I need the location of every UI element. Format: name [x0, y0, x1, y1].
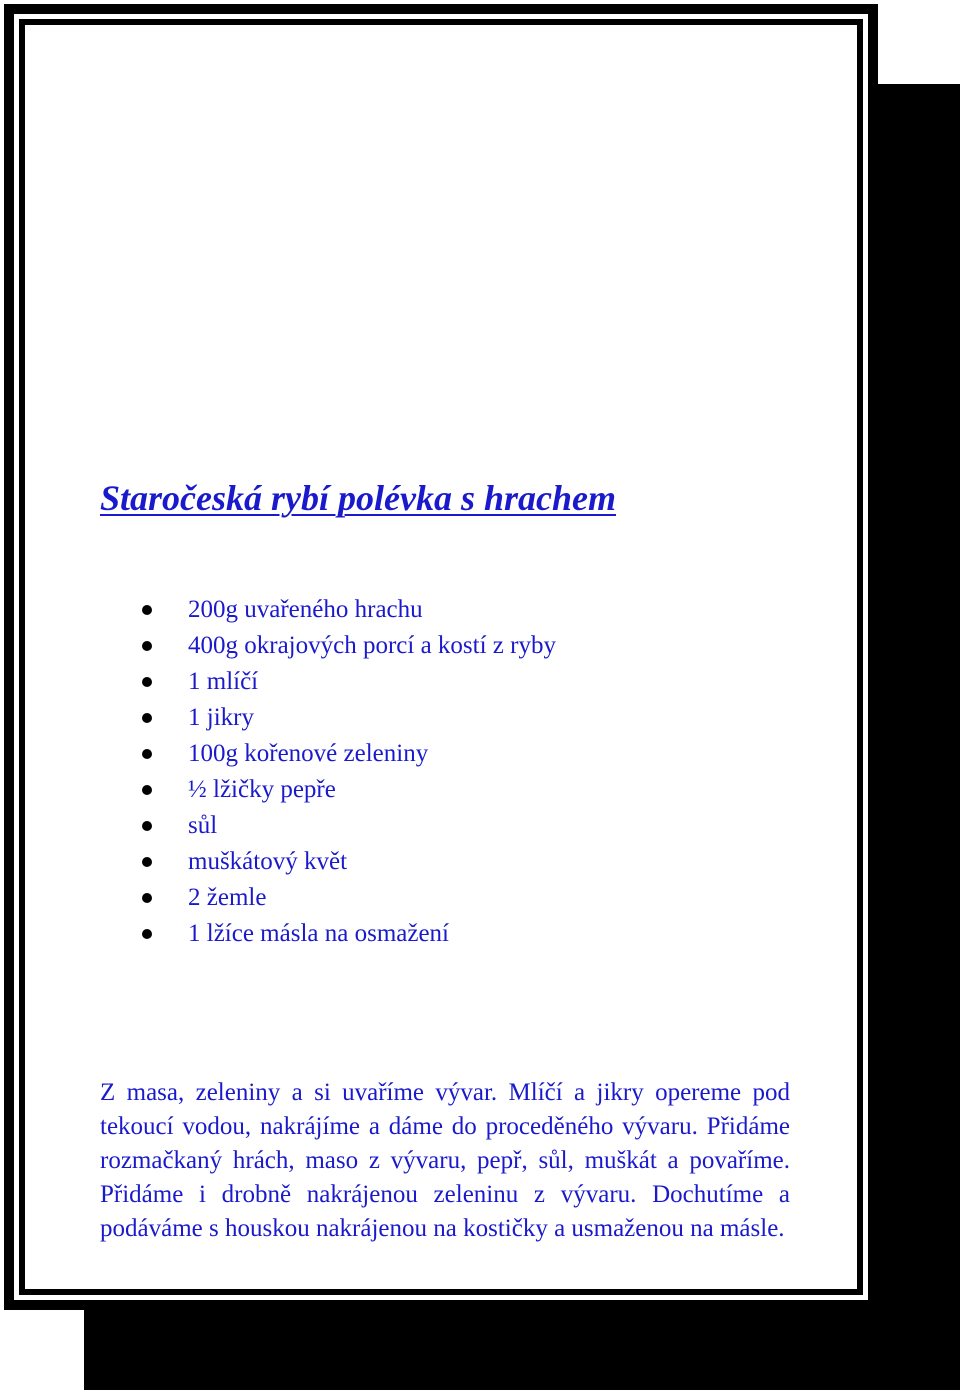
bullet-icon [142, 605, 152, 615]
ingredient-item [142, 628, 556, 664]
ingredient-item [142, 916, 556, 952]
bullet-icon [142, 857, 152, 867]
bullet-icon [142, 677, 152, 687]
ingredient-item [142, 736, 556, 772]
ingredient-text: 1 mlíčí [188, 668, 259, 695]
ingredient-text: muškátový květ [188, 848, 348, 875]
ingredient-list [142, 592, 556, 952]
ingredient-item [142, 592, 556, 628]
bullet-icon [142, 929, 152, 939]
ingredient-item [142, 880, 556, 916]
bullet-icon [142, 641, 152, 651]
ingredient-text: 1 lžíce másla na osmažení [188, 920, 449, 947]
ingredient-item [142, 664, 556, 700]
ingredient-text: 2 žemle [188, 884, 267, 911]
ingredient-item [142, 844, 556, 880]
ingredient-item [142, 772, 556, 808]
bullet-icon [142, 821, 152, 831]
ingredient-text: 200g uvařeného hrachu [188, 596, 423, 623]
bullet-icon [142, 893, 152, 903]
recipe-title: Staročeská rybí polévka s hrachem [100, 478, 616, 518]
ingredient-item [142, 700, 556, 736]
ingredient-text: ½ lžičky pepře [188, 776, 336, 803]
ingredient-text: 1 jikry [188, 704, 254, 731]
ingredient-text: 100g kořenové zeleniny [188, 740, 429, 767]
bullet-icon [142, 785, 152, 795]
bullet-icon [142, 749, 152, 759]
bullet-icon [142, 713, 152, 723]
ingredient-text: 400g okrajových porcí a kostí z ryby [188, 632, 556, 659]
ingredient-item [142, 808, 556, 844]
recipe-page [25, 25, 857, 1289]
recipe-instructions: Z masa, zeleniny a si uvaříme vývar. Mlíčí a jikry opereme pod tekoucí vodou, nakrájíme a dáme do proceděného vývaru. Přidáme rozmačkaný hrách, maso z vývaru, pepř, sůl, muškát a povaříme. Přidáme i drobně nakrájenou zeleninu z vývaru. Dochutíme a podáváme s houskou nakrájenou na kostičky a usmaženou na másle. [100, 1079, 790, 1242]
ingredient-text: sůl [188, 812, 218, 839]
